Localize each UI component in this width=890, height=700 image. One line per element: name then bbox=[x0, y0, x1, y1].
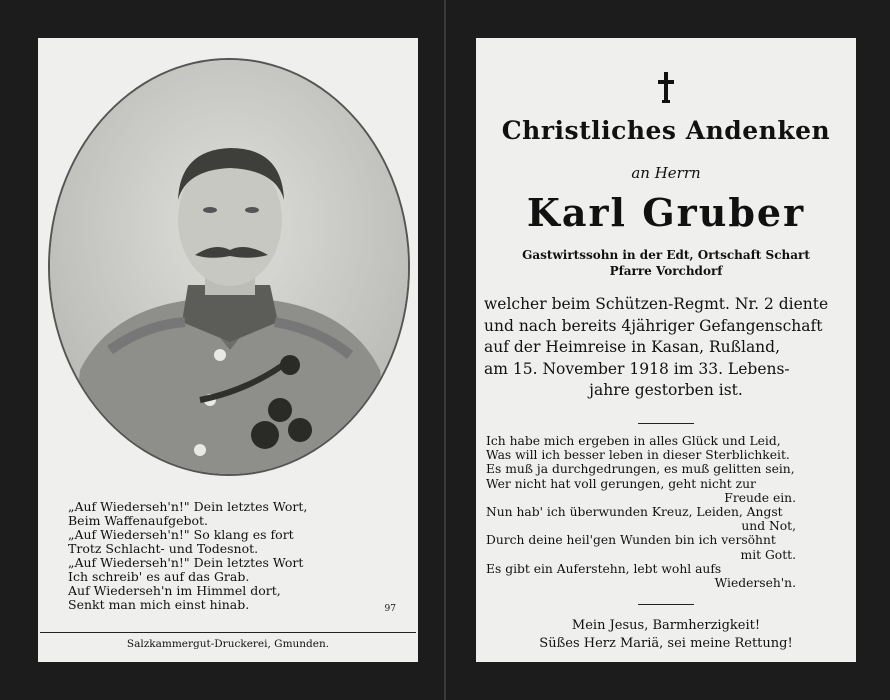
biography-line: auf der Heimreise in Kasan, Rußland, bbox=[484, 338, 781, 356]
poem-line: Beim Waffenaufgebot. bbox=[68, 513, 209, 528]
divider-line bbox=[638, 604, 694, 605]
poem-number: 97 bbox=[384, 604, 396, 614]
poem-line: „Auf Wiederseh'n!" So klang es fort bbox=[68, 527, 294, 542]
printer-imprint: Salzkammergut-Druckerei, Gmunden. bbox=[126, 638, 330, 650]
portrait-oval bbox=[48, 58, 410, 476]
memorial-card-right bbox=[446, 0, 890, 700]
poem-left bbox=[68, 500, 398, 612]
poem-right bbox=[486, 434, 846, 590]
poem-line: Senkt man mich einst hinab. bbox=[68, 597, 250, 612]
biography-line: jahre gestorben ist. bbox=[589, 381, 743, 399]
poem-line: „Auf Wiederseh'n!" Dein letztes Wort bbox=[68, 555, 304, 570]
card-heading: Christliches Andenken bbox=[501, 116, 831, 145]
deceased-name: Karl Gruber bbox=[526, 190, 806, 235]
poem-line: Es gibt ein Auferstehn, lebt wohl aufs bbox=[486, 561, 722, 576]
memorial-card-left bbox=[0, 0, 444, 700]
right-panel bbox=[476, 38, 856, 662]
salutation: an Herrn bbox=[631, 164, 701, 182]
closing-prayer: Mein Jesus, Barmherzigkeit! bbox=[571, 618, 761, 633]
poem-line: Ich schreib' es auf das Grab. bbox=[68, 569, 250, 584]
biography-line: und nach bereits 4jähriger Gefangenschaft bbox=[484, 316, 823, 335]
left-panel bbox=[38, 38, 418, 662]
poem-line: Es muß ja durchgedrungen, es muß gelitten sein, bbox=[486, 462, 795, 477]
parish-line: Pfarre Vorchdorf bbox=[609, 264, 723, 278]
poem-line: Was will ich besser leben in dieser Sterblichkeit. bbox=[486, 448, 790, 463]
divider-line bbox=[40, 632, 416, 633]
poem-line: Auf Wiederseh'n im Himmel dort, bbox=[68, 583, 281, 598]
biography-text bbox=[484, 294, 848, 402]
poem-line: Nun hab' ich überwunden Kreuz, Leiden, Angst bbox=[486, 505, 783, 520]
poem-line: Trotz Schlacht- und Todesnot. bbox=[68, 541, 259, 556]
cross-icon bbox=[656, 70, 676, 106]
poem-line: und Not, bbox=[741, 519, 796, 534]
divider-line bbox=[638, 423, 694, 424]
poem-line: Wiederseh'n. bbox=[714, 576, 796, 591]
poem-line: Wer nicht hat voll gerungen, geht nicht zur bbox=[486, 476, 756, 491]
biography-line: am 15. November 1918 im 33. Lebens- bbox=[484, 359, 790, 378]
soldier-portrait-image bbox=[50, 60, 408, 474]
poem-line: Freude ein. bbox=[724, 490, 796, 505]
poem-line: „Auf Wiederseh'n!" Dein letztes Wort, bbox=[68, 499, 308, 514]
poem-line: Durch deine heil'gen Wunden bin ich versöhnt bbox=[486, 533, 776, 548]
poem-line: mit Gott. bbox=[740, 547, 796, 562]
poem-line: Ich habe mich ergeben in alles Glück und Leid, bbox=[486, 434, 781, 448]
origin-line: Gastwirtssohn in der Edt, Ortschaft Schart bbox=[522, 248, 810, 262]
closing-prayer: Süßes Herz Mariä, sei meine Rettung! bbox=[539, 636, 793, 651]
biography-line: welcher beim Schützen-Regmt. Nr. 2 diente bbox=[484, 295, 829, 313]
